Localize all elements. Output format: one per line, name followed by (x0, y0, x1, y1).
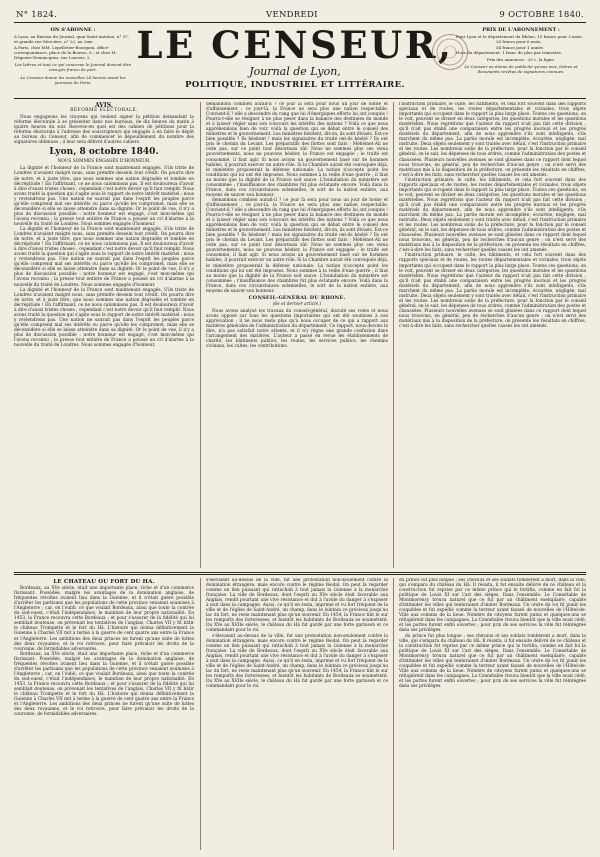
subscription-right-line: Prix des annonces : 25 c. la ligne. (486, 57, 556, 63)
article-body: La dignité et l'honneur de la France sont maintenant engagés. S'ils triste de Londres n'avaient malgré nous, sans prendre dessein tout crédit. On pourra dire de notre, et à juste titre, que nous sommes une nation dégradée et tombée en décrépitude ! En l'affirmant, ce ne nous calomnions pas. Il est douloureux d'avoir à dire d'aussi tristes choses ; cependant c'est notre devoir qu'il faut remplir. Nous avons traité la question qui s'agite sous le rapport de notre intérêt matériel : nous y reviendrons pas. Une nation ne saurait pas dans l'esprit les peuples parce qu'elle comprend mal ses intérêts ou parce qu'elle les compromet, mais elle se déconsidère si elle se laisse atteindre dans sa dignité. Or le point de vue, il n'y a plus de discussion possible : notre honneur est engagé, c'est mon-même qui l'avons reconnu ; la presse tout entière de France a poussé un cri d'alarme à la nouvelle du traité de Londres. Nous sommes engagés d'honneur. (14, 226, 194, 288)
subscription-right (456, 28, 586, 75)
feuilleton-column-1 (14, 578, 194, 850)
column-divider (393, 578, 394, 850)
subscription-left-line: Les lettres et tout ce qui concerne le Journal doivent être envoyés franco de port. (14, 62, 132, 73)
subscription-right-line: 28 francs pour 6 mois, (496, 39, 542, 45)
masthead-bottom-rule (14, 98, 586, 99)
subscription-right-heading: PRIX DE L'ABONNEMENT : (482, 27, 560, 33)
subscription-left-heading: ON S'ABONNE : (50, 27, 96, 33)
feuilleton-column-3 (399, 578, 586, 850)
subscription-right-line: 54 francs pour 1 année. (496, 44, 545, 50)
subscription-left (14, 28, 132, 85)
column-1 (14, 102, 194, 568)
avis-subtitle: RÉFORME ÉLECTORALE. (70, 108, 138, 114)
column-divider (200, 578, 201, 850)
dateline: Lyon, 8 octobre 1840. (49, 147, 159, 158)
article-body: demandons combien aurait-il ? ce jour là sera pour nous un jour de honte et d'affaissement ; ce jour-là, la France ne sera plus une nation respectable. Convient-il ? elle a descendre du rang que lui d'énergiques efforts lui ont conquis ! Pourra-t-elle se résigner à ne plus peser dans la balance des destinées du monde et à laisser régler sans son concours les intérêts des nations ? Voilà ce que nous appréhendons bien de voir, voilà la question qui se débat entre le conseil des ministres et le gouvernement. Les ministres hésitent, dit-on, ils sont divisés. Est-ce bien possible ? Ils hésitent ! mais les signataires du traité ont-ils hésité ? Ils ont pris le chemin du Levant. Les préparatifs des flottes sont faits ; Méhémet-Ali ne cède pas, sur ce point tout désormais sûr. Nous ne sommes plus ces vieux gouvernements, nous ne pouvons hésiter, la France est engagée ; le traité est consommé, il faut agir. Si nous avions un gouvernement basé sur de hommes habiles, il pourrait exercer un autre rôle. Si la Chambre aurait été convoquée déjà, le ministère proposerait la défense nationale. La nation n'accepte point les conditions qui lui ont été imposées. Nous sommes à la veille d'une guerre ; il faut au moins que la dignité de la France soit sauve. L'humiliation du ministère est consommée ; l'insuffisance des chambres fut plus éclatante encore. Voilà dans la France, dans ces circonstances solennelles, le sort de la nation entière, aux moyens de sauver son honneur. (206, 102, 388, 198)
feuilleton-column-2 (206, 578, 388, 850)
dateline-subtitle: NOUS SOMMES ENGAGÉS D'HONNEUR. (57, 159, 151, 165)
article-body: l'instruction primaire, le culte, les bâtiments, et cela fort souvent dans des rapports spéciaux et de routes, les routes départementales et vicinales, trois objets importants qui occupent dans le rapport la plus large place. Toutes ces questions, on le voit, peuvent se diviser en deux catégories, les questions morales et les questions matérielles. Nous regrettons que l'auteur du rapport n'ait pas fait cette division ; qu'il n'ait pas établi une comparaison entre les progrès moraux et les progrès matériels du département, afin de nous apprendre s'ils sont intelligents, s'ils marchent du même pas. La partie morale est incomplète, écourtée, négligée, mal instruite. Deux objets seulement y sont traités avec détail, c'est l'instruction primaire et les routes. Les nombreux soins de la préfecture, pour la fonction par le conseil général, on le sait, les dépenses de tous ordres, comme l'administration des postes et chaussées. Plusieurs nouvelles avenues se sont glissées dans ce rapport dont lequel nous trouvons, en général, peu de recherches d'aucun genre ; on n'est servi des matériaux mis à la disposition de la préfecture, on présente les résultats en chiffres, c'est-à-dire les faits, sans rechercher quelles causes les ont amenés. (399, 253, 586, 330)
feuilleton-body: Bordeaux, au XVe siècle, était une importante place, riche et d'un commerce florissant. Possédée, malgré les avantages de la domination anglaise, de fréquentes révoltes avaient lieu dans la Guienne, et il n'était guère possible d'arrêter les partisans que les populations de cette province venaient soumises à l'Angleterre ; car, on l'oubli, ce que voulait Bordeaux, ainsi que toute la contrée du sud-ouest, c'était l'indépendance, le maintien de leur propre nationalité. En 1453, la France recouvra cette Bordeaux ; et pour s'assurer de la fidélité qui lui semblait douteuse, on prévenait les tentatives de l'anglais, Charles VII y fit bâtir le château Trompette et le fort du Hâ. L'histoire qui donna définitivement la Guienne à Charles VII mit à terme à la guerre de cent quatre ans entre la France et l'Angleterre. Les ambitions des deux princes ne furent qu'une suite de luttes des deux royaumes, et le roi retrouve, pour faire prévaloir les droits de la couronne, de formidables adversaires. (14, 586, 194, 652)
column-3 (399, 102, 586, 568)
avis-title: AVIS. (95, 102, 113, 109)
newspaper-title: LE CENSEUR, (136, 23, 454, 67)
column-divider (200, 102, 201, 568)
subscription-left-line: Le Censeur donne les nouvelles 24 heures avant les journaux de Paris. (20, 74, 126, 85)
article-body: La dignité et l'honneur de la France sont maintenant engagés. S'ils triste de Londres n'avaient malgré nous, sans prendre dessein tout crédit. On pourra dire de notre, et à juste titre, que nous sommes une nation dégradée et tombée en décrépitude ! En l'affirmant, ce ne nous calomnions pas. Il est douloureux d'avoir à dire d'aussi tristes choses ; cependant c'est notre devoir qu'il faut remplir. Nous avons traité la question qui s'agite sous le rapport de notre intérêt matériel : nous y reviendrons pas. Une nation ne saurait pas dans l'esprit les peuples parce qu'elle comprend mal ses intérêts ou parce qu'elle les compromet, mais elle se déconsidère si elle se laisse atteindre dans sa dignité. Or le point de vue, il n'y a plus de discussion possible : notre honneur est engagé, c'est mon-même qui l'avons reconnu ; la presse tout entière de France a poussé un cri d'alarme à la nouvelle du traité de Londres. Nous sommes engagés d'honneur. (14, 166, 194, 227)
feuilleton-body: du prince fut plus longue ; ses chevaux et ses soldats tombèrent a mort, dans la ville, qui s'empara du château du Hâ. Il résista, il fut ensuite délivré de ce château et la construction fut reprise par ce même prince qui le fortifia, comme en fait foi la politique de Louis XI sur l'art des sièges. Dans l'ensemble. Le Connétable de Montmorency trouva naturel que ce fut par un châtiment exemplaire, capable d'intimider les villes qui tenteraient d'imiter Bordeaux. Un ordre du roi fit punir les coupables et fut expédié comme la terreur ayant faussé de nouvelles de l'Hôtel-de-Ville aux commis de la lieue. Nombre de citoyens furent punis et quelques-uns se réfugièrent dans les campagnes. La Connétable trouva bientôt que la ville avait cédé, et les portes furent enfin ouvertes ; pour prix de ses services la ville fut réintégrée dans ses privilèges. (399, 578, 586, 634)
subscription-right-line: Pour Lyon et le département du Rhône, 15 francs pour 3 mois, (456, 34, 583, 40)
section-heading: CONSEIL-GÉNÉRAL DU RHONE. (248, 294, 346, 301)
feuilleton-heading: LE CHATEAU OU FORT DU HA. (53, 579, 155, 585)
feuilleton-body: du prince fut plus longue ; ses chevaux et ses soldats tombèrent a mort, dans la ville, qui s'empara du château du Hâ. Il résista, il fut ensuite délivré de ce château et la construction fut reprise par ce même prince qui le fortifia, comme en fait foi la politique de Louis XI sur l'art des sièges. Dans l'ensemble. Le Connétable de Montmorency trouva naturel que ce fut par un châtiment exemplaire, capable d'intimider les villes qui tenteraient d'imiter Bordeaux. Un ordre du roi fit punir les coupables et fut expédié comme la terreur ayant faussé de nouvelles de l'Hôtel-de-Ville aux commis de la lieue. Nombre de citoyens furent punis et quelques-uns se réfugièrent dans les campagnes. La Connétable trouva bientôt que la ville avait cédé, et les portes furent enfin ouvertes ; pour prix de ses services la ville fut réintégrée dans ses privilèges. (399, 633, 586, 689)
feuilleton-body: Bordeaux, au XVe siècle, était une importante place, riche et d'un commerce florissant. Possédée, malgré les avantages de la domination anglaise, de fréquentes révoltes avaient lieu dans la Guienne, et il n'était guère possible d'arrêter les partisans que les populations de cette province venaient soumises à l'Angleterre ; car, on l'oubli, ce que voulait Bordeaux, ainsi que toute la contrée du sud-ouest, c'était l'indépendance, le maintien de leur propre nationalité. En 1453, la France recouvra cette Bordeaux ; et pour s'assurer de la fidélité qui lui semblait douteuse, on prévenait les tentatives de l'anglais, Charles VII y fit bâtir le château Trompette et le fort du Hâ. L'histoire qui donna définitivement la Guienne à Charles VII mit à terme à la guerre de cent quatre ans entre la France et l'Angleterre. Les ambitions des deux princes ne furent qu'une suite de luttes des deux royaumes, et le roi retrouve, pour faire prévaloir les droits de la couronne, de formidables adversaires. (14, 651, 194, 718)
issue-number: N° 1824. (16, 10, 58, 20)
issue-date: 9 OCTOBRE 1840. (499, 10, 584, 20)
newspaper-subtitle: Journal de Lyon, (249, 65, 341, 78)
feuilleton-body: s'élevaient au-dessus de la ville, fut une protestation non-seulement contre la domination étrangère, mais encore contre le régime féodal. On peut la regarder comme un lien puissant qui rattachait à tout jamais la Guienne à la monarchie française. La ville de Bordeaux, dont l'esprit au XVe siècle était favorable aux Anglais, rendit pourtant une vive résistance et dut à l'avide du danger à s'exposer à nuit dans la campagne. Aussi, ce qu'il en resta, imprimé et vu fort fréquent de la ville et de l'église de Saint-André, un champ, dans le lointain ce précieux jusqu'au lac du fort, ne reste maintenant plus qu'un souvenir. En 1454, la France tint le sur les remparts des forteresses, et bientôt les habitants de Bordeaux se soumettent. Du XVe au XVIIe siècle, le château du Hâ fut gardé par une forte garnison et ce commandant pour le roi. (206, 578, 388, 634)
article-body: l'instruction primaire, le culte, les bâtiments, et cela fort souvent dans des rapports spéciaux et de routes, les routes départementales et vicinales, trois objets importants qui occupent dans le rapport la plus large place. Toutes ces questions, on le voit, peuvent se diviser en deux catégories, les questions morales et les questions matérielles. Nous regrettons que l'auteur du rapport n'ait pas fait cette division ; qu'il n'ait pas établi une comparaison entre les progrès moraux et les progrès matériels du département, afin de nous apprendre s'ils sont intelligents, s'ils marchent du même pas. La partie morale est incomplète, écourtée, négligée, mal instruite. Deux objets seulement y sont traités avec détail, c'est l'instruction primaire et les routes. Les nombreux soins de la préfecture, pour la fonction par le conseil général, on le sait, les dépenses de tous ordres, comme l'administration des postes et chaussées. Plusieurs nouvelles avenues se sont glissées dans ce rapport dont lequel nous trouvons, en général, peu de recherches d'aucun genre ; on n'est servi des matériaux mis à la disposition de la préfecture, on présente les résultats en chiffres, c'est-à-dire les faits, sans rechercher quelles causes les ont amenés. (399, 177, 586, 254)
article-body: l'instruction primaire, le culte, les bâtiments, et cela fort souvent dans des rapports spéciaux et de routes, les routes départementales et vicinales, trois objets importants qui occupent dans le rapport la plus large place. Toutes ces questions, on le voit, peuvent se diviser en deux catégories, les questions morales et les questions matérielles. Nous regrettons que l'auteur du rapport n'ait pas fait cette division ; qu'il n'ait pas établi une comparaison entre les progrès moraux et les progrès matériels du département, afin de nous apprendre s'ils sont intelligents, s'ils marchent du même pas. La partie morale est incomplète, écourtée, négligée, mal instruite. Deux objets seulement y sont traités avec détail, c'est l'instruction primaire et les routes. Les nombreux soins de la préfecture, pour la fonction par le conseil général, on le sait, les dépenses de tous ordres, comme l'administration des postes et chaussées. Plusieurs nouvelles avenues se sont glissées dans ce rapport dont lequel nous trouvons, en général, peu de recherches d'aucun genre ; on n'est servi des matériaux mis à la disposition de la préfecture, on présente les résultats en chiffres, c'est-à-dire les faits, sans rechercher quelles causes les ont amenés. (399, 102, 586, 178)
column-divider (393, 102, 394, 568)
subscription-left-line: A Lyon, au Bureau du Journal, quai Saint-Antoine, n° 37, et grande rue Mercière, n° 22, au 2me. (14, 34, 129, 45)
column-2 (206, 102, 388, 568)
article-body: demandons combien aurait-il ? ce jour là sera pour nous un jour de honte et d'affaissement ; ce jour-là, la France ne sera plus une nation respectable. Convient-il ? elle a descendre du rang que lui d'énergiques efforts lui ont conquis ! Pourra-t-elle se résigner à ne plus peser dans la balance des destinées du monde et à laisser régler sans son concours les intérêts des nations ? Voilà ce que nous appréhendons bien de voir, voilà la question qui se débat entre le conseil des ministres et le gouvernement. Les ministres hésitent, dit-on, ils sont divisés. Est-ce bien possible ? Ils hésitent ! mais les signataires du traité ont-ils hésité ? Ils ont pris le chemin du Levant. Les préparatifs des flottes sont faits ; Méhémet-Ali ne cède pas, sur ce point tout désormais sûr. Nous ne sommes plus ces vieux gouvernements, nous ne pouvons hésiter, la France est engagée ; le traité est consommé, il faut agir. Si nous avions un gouvernement basé sur de hommes habiles, il pourrait exercer un autre rôle. Si la Chambre aurait été convoquée déjà, le ministère proposerait la défense nationale. La nation n'accepte point les conditions qui lui ont été imposées. Nous sommes à la veille d'une guerre ; il faut au moins que la dignité de la France soit sauve. L'humiliation du ministère est consommée ; l'insuffisance des chambres fut plus éclatante encore. Voilà dans la France, dans ces circonstances solennelles, le sort de la nation entière, aux moyens de sauver son honneur. (206, 197, 388, 294)
feuilleton-body: s'élevaient au-dessus de la ville, fut une protestation non-seulement contre la domination étrangère, mais encore contre le régime féodal. On peut la regarder comme un lien puissant qui rattachait à tout jamais la Guienne à la monarchie française. La ville de Bordeaux, dont l'esprit au XVe siècle était favorable aux Anglais, rendit pourtant une vive résistance et dut à l'avide du danger à s'exposer à nuit dans la campagne. Aussi, ce qu'il en resta, imprimé et vu fort fréquent de la ville et de l'église de Saint-André, un champ, dans le lointain ce précieux jusqu'au lac du fort, ne reste maintenant plus qu'un souvenir. En 1454, la France tint le sur les remparts des forteresses, et bientôt les habitants de Bordeaux se soumettent. Du XVe au XVIIe siècle, le château du Hâ fut gardé par une forte garnison et ce commandant pour le roi. (206, 633, 388, 689)
subscription-left-line: A Paris, chez MM. Lepelletier-Bourgoin, office-correspondance, place de la Bourse, 6 ; et chez M. Dégouve-Denuncques, rue Louvois, 2. (14, 44, 117, 61)
newspaper-tagline: POLITIQUE, INDUSTRIEL ET LITTÉRAIRE. (185, 80, 405, 90)
issue-line (14, 6, 586, 22)
feuilleton-rule (14, 572, 586, 573)
section-subtitle: (6e et dernier article.) (272, 301, 322, 307)
newspaper-page (14, 6, 586, 851)
issue-day: VENDREDI (266, 10, 318, 20)
section-body: Nous avons analysé les travaux du conseil-général, discuté ses votes et nous avons opposé sur tous les questions importantes qui ont été soumises à son appréciation ; il ne nous reste plus qu'à nous occuper de ce qui a rapport aux matières générales de l'administration du département. Ce rapport, nous devons le dire, n'a pas satisfait notre attente, et il n'y règne une grande confusion dans l'arrangement des matières. L'auteur a passé en revue les établissements de charité, les bâtiments publics, les routes, les services publics, les chemins vicinaux, les cultes, les contributions. (206, 308, 388, 350)
feuilleton-rule (14, 574, 586, 575)
article-body: La dignité et l'honneur de la France sont maintenant engagés. S'ils triste de Londres n'avaient malgré nous, sans prendre dessein tout crédit. On pourra dire de notre, et à juste titre, que nous sommes une nation dégradée et tombée en décrépitude ! En l'affirmant, ce ne nous calomnions pas. Il est douloureux d'avoir à dire d'aussi tristes choses ; cependant c'est notre devoir qu'il faut remplir. Nous avons traité la question qui s'agite sous le rapport de notre intérêt matériel : nous y reviendrons pas. Une nation ne saurait pas dans l'esprit les peuples parce qu'elle comprend mal ses intérêts ou parce qu'elle les compromet, mais elle se déconsidère si elle se laisse atteindre dans sa dignité. Or le point de vue, il n'y a plus de discussion possible : notre honneur est engagé, c'est mon-même qui l'avons reconnu ; la presse tout entière de France a poussé un cri d'alarme à la nouvelle du traité de Londres. Nous sommes engagés d'honneur. (14, 287, 194, 349)
subscription-right-line: Hors du département, 1 franc de plus par trimestre. (456, 49, 563, 55)
avis-text: Nous engageons les citoyens qui veulent signer la pétition demandant la réforme électorale à se présenter dans nos bureaux, de dix heures du matin à quatre heures du soir. Recevez-en quel est des cahiers de pétitions pour la réforme électorale à l'adresse des souscripteurs qui engagés à en faire le dépôt au bureau du Censeur, afin de commencer le dépouillement du nombre des signatures obtenues ; il leur sera délivré d'autres cahiers. (14, 115, 194, 146)
subscription-right-line: Le Censeur ne donne de publicité qu'aux avis, lettres et documents revêtus de signatures connues. (464, 64, 578, 75)
